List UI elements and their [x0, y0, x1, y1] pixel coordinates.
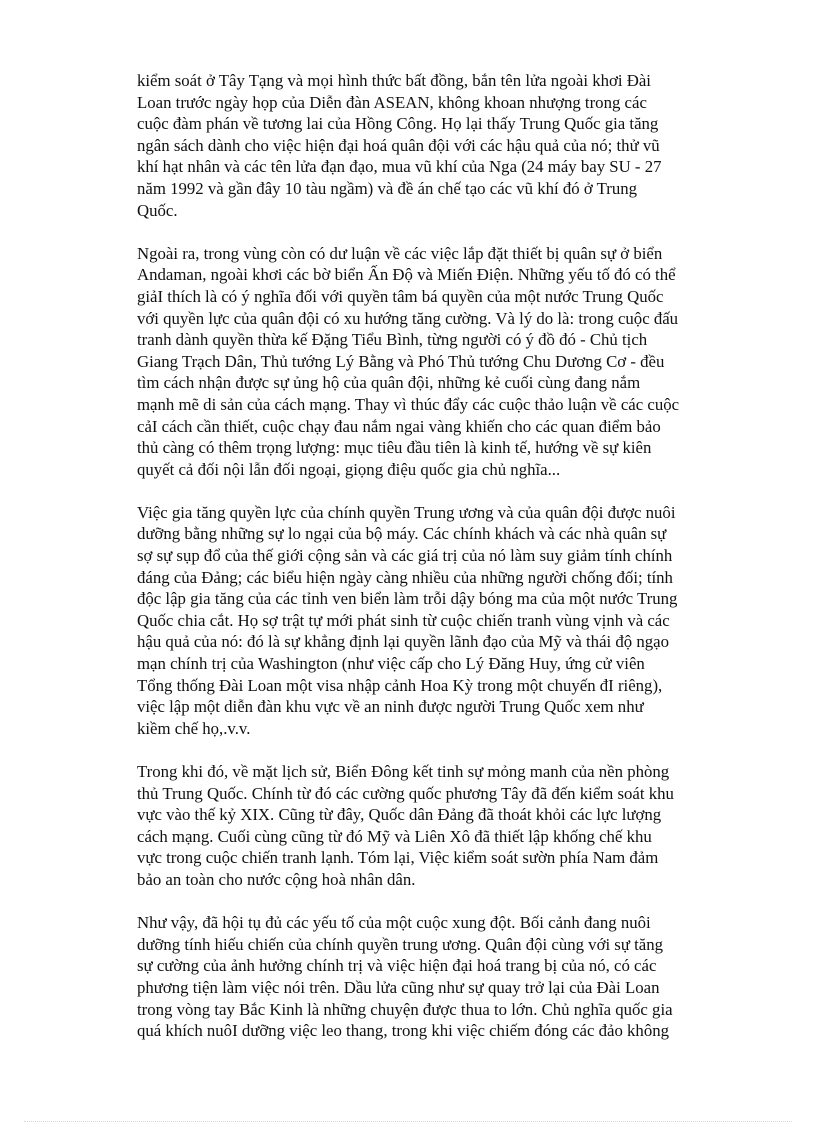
text-line: khí hạt nhân và các tên lửa đạn đạo, mua vũ khí của Nga (24 máy bay SU - 27 — [137, 157, 662, 177]
text-line: kiềm chế họ,.v.v. — [137, 718, 251, 738]
text-line: mạn chính trị của Washington (như việc cấp cho Lý Đăng Huy, ứng cử viên — [137, 654, 645, 674]
paragraph-3 — [137, 502, 762, 740]
text-line: Quốc chia cắt. Họ sợ trật tự mới phát sinh từ cuộc chiến tranh vùng vịnh và các — [137, 610, 670, 630]
text-line: Andaman, ngoài khơi các bờ biển Ấn Độ và Miến Điện. Những yếu tố đó có thể — [137, 265, 676, 285]
text-line: quá khích nuôI dưỡng việc leo thang, trong khi việc chiếm đóng các đảo không — [137, 1021, 669, 1041]
text-line: năm 1992 và gần đây 10 tàu ngầm) và đề án chế tạo các vũ khí đó ở Trung — [137, 178, 638, 198]
text-line: dưỡng tính hiếu chiến của chính quyền trung ương. Quân đội cùng với sự tăng — [137, 934, 664, 954]
text-line: ngân sách dành cho việc hiện đại hoá quân đội với các hậu quả của nó; thử vũ — [137, 135, 660, 155]
text-line: tìm cách nhận được sự ủng hộ của quân đội, những kẻ cuối cùng đang nắm — [137, 373, 641, 393]
text-line: đáng của Đảng; các biểu hiện ngày càng nhiều của những người chống đối; tính — [137, 567, 673, 587]
paragraph-1 — [137, 70, 762, 221]
text-line: quyết cả đối nội lẫn đối ngoại, giọng điệu quốc gia chủ nghĩa... — [137, 459, 561, 479]
text-line: Như vậy, đã hội tụ đủ các yếu tố của một cuộc xung đột. Bối cảnh đang nuôi — [137, 913, 651, 933]
text-line: cách mạng. Cuối cùng cũng từ đó Mỹ và Liên Xô đã thiết lập khống chế khu — [137, 826, 652, 846]
text-line: giảI thích là có ý nghĩa đối với quyền tâm bá quyền của một nước Trung Quốc — [137, 286, 664, 306]
text-line: thủ càng có thêm trọng lượng: mục tiêu đầu tiên là kinh tế, hướng về sự kiên — [137, 438, 652, 458]
text-line: kiểm soát ở Tây Tạng và mọi hình thức bất đồng, bắn tên lửa ngoài khơi Đài — [137, 71, 651, 90]
text-line: thủ Trung Quốc. Chính từ đó các cường quốc phương Tây đã đến kiểm soát khu — [137, 783, 674, 803]
text-line: dưỡng bằng những sự lo ngại của bộ máy. Các chính khách và các nhà quân sự — [137, 524, 667, 544]
paragraph-2 — [137, 243, 762, 481]
text-line: Giang Trạch Dân, Thủ tướng Lý Bằng và Phó Thủ tướng Chu Dương Cơ - đều — [137, 351, 665, 371]
text-line: mạnh mẽ di sản của cách mạng. Thay vì thúc đẩy các cuộc thảo luận về các cuộc — [137, 394, 680, 414]
text-line: độc lập gia tăng của các tỉnh ven biển làm trỗi dậy bóng ma của một nước Trung — [137, 589, 678, 609]
document-body — [137, 70, 762, 1063]
text-line: sợ sự sụp đổ của thế giới cộng sản và các giá trị của nó làm suy giảm tính chính — [137, 546, 673, 566]
paragraph-4 — [137, 761, 762, 891]
text-line: sự cường của ảnh hưởng chính trị và việc hiện đại hoá trang bị của nó, có các — [137, 956, 657, 976]
text-line: Trong khi đó, về mặt lịch sử, Biển Đông kết tinh sự mỏng manh của nền phòng — [137, 762, 670, 781]
text-line: cảI cách cần thiết, cuộc chạy đau nắm ngai vàng khiến cho các quan điểm bảo — [137, 416, 661, 436]
text-line: phương tiện làm việc nói trên. Dầu lửa cũng như sự quay trở lại của Đài Loan — [137, 977, 660, 997]
text-line: vực trong cuộc chiến tranh lạnh. Tóm lại, Việc kiểm soát sườn phía Nam đảm — [137, 848, 659, 868]
text-line: trong vòng tay Bắc Kinh là những chuyện được thua to lớn. Chủ nghĩa quốc gia — [137, 999, 673, 1019]
text-line: với quyền lực của quân đội có xu hướng tăng cường. Và lý do là: trong cuộc đấu — [137, 308, 679, 328]
page-bottom-edge — [24, 1121, 792, 1122]
text-line: tranh dành quyền thừa kế Đặng Tiểu Bình, từng người có ý đồ đó - Chủ tịch — [137, 330, 648, 350]
text-line: Quốc. — [137, 200, 178, 220]
text-line: việc lập một diễn đàn khu vực về an ninh được người Trung Quốc xem như — [137, 697, 644, 717]
text-line: Ngoài ra, trong vùng còn có dư luận về các việc lắp đặt thiết bị quân sự ở biển — [137, 243, 663, 263]
text-line: Việc gia tăng quyền lực của chính quyền Trung ương và của quân đội được nuôi — [137, 502, 676, 522]
text-line: Loan trước ngày họp của Diễn đàn ASEAN, không khoan nhượng trong các — [137, 92, 647, 112]
paragraph-5 — [137, 912, 762, 1042]
text-line: hậu quả của nó: đó là sự khẳng định lại quyền lãnh đạo của Mỹ và thái độ ngạo — [137, 632, 669, 652]
text-line: cuộc đàm phán về tương lai của Hồng Công. Họ lại thấy Trung Quốc gia tăng — [137, 114, 659, 134]
text-line: vực vào thế kỷ XIX. Cũng từ đây, Quốc dân Đảng đã thoát khỏi các lực lượng — [137, 805, 662, 825]
text-line: bảo an toàn cho nước cộng hoà nhân dân. — [137, 869, 416, 889]
text-line: Tổng thống Đài Loan một visa nhập cảnh Hoa Kỳ trong một chuyến đI riêng), — [137, 675, 663, 695]
